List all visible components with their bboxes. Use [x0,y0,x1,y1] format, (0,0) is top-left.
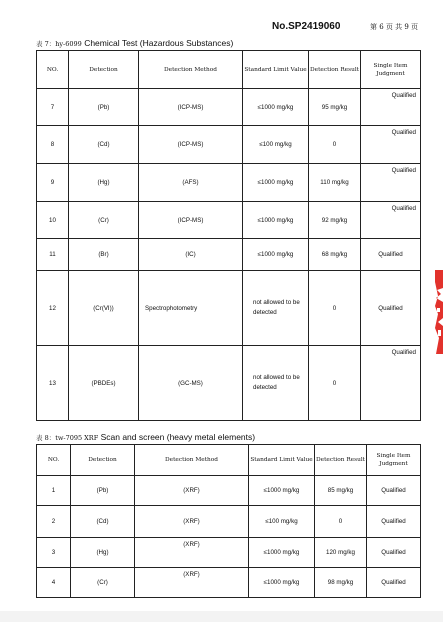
cell-limit: ≤1000 mg/kg [249,568,315,598]
table-row [37,89,421,126]
cell-no: 4 [37,568,71,598]
cell-method: (XRF) [135,506,249,538]
cell-detection: (Hg) [71,538,135,568]
cell-limit: ≤100 mg/kg [243,126,309,164]
table2-caption-title: Scan and screen (heavy metal elements) [100,432,256,442]
cell-detection: (Cr) [69,202,139,239]
cell-judgment: Qualified [367,568,421,598]
cell-judgment: Qualified [361,271,421,346]
table-row [37,202,421,239]
table2-header-row [37,445,421,476]
table1-caption-title: Chemical Test (Hazardous Substances) [84,38,234,48]
cell-judgment: Qualified [361,89,421,126]
cell-limit: ≤1000 mg/kg [243,89,309,126]
cell-result: 98 mg/kg [315,568,367,598]
cell-detection: (Cr(Ⅵ)) [69,271,139,346]
cell-judgment: Qualified [361,126,421,164]
cell-judgment: Qualified [361,164,421,202]
table2-caption-prefix: 表 8：tw-7095 XRF [36,434,99,442]
cell-judgment: Qualified [367,538,421,568]
cell-judgment: Qualified [367,476,421,506]
cell-limit: ≤1000 mg/kg [243,239,309,271]
cell-limit: ≤100 mg/kg [249,506,315,538]
cell-result: 0 [309,346,361,421]
cell-limit: ≤1000 mg/kg [249,538,315,568]
table2-header-no: NO. [37,445,71,476]
table-row [37,538,421,568]
table-row [37,271,421,346]
table2-header-limit: Standard Limit Value [249,445,315,476]
cell-result: 110 mg/kg [309,164,361,202]
table1-header-row [37,51,421,89]
table1-header-detection: Detection [69,51,139,89]
cell-limit: ≤1000 mg/kg [243,164,309,202]
cell-judgment: Qualified [367,506,421,538]
table2-caption [36,432,255,442]
cell-detection: (PBDEs) [69,346,139,421]
cell-method: (XRF) [135,538,249,568]
page-info: 第 6 页 共 9 页 [370,23,419,31]
cell-no: 8 [37,126,69,164]
table2-header-method: Detection Method [135,445,249,476]
cell-detection: (Hg) [69,164,139,202]
cell-judgment: Qualified [361,202,421,239]
table-row [37,126,421,164]
cell-result: 92 mg/kg [309,202,361,239]
cell-method: (XRF) [135,476,249,506]
cell-result: 0 [309,271,361,346]
table-row [37,346,421,421]
cell-result: 0 [309,126,361,164]
table-row [37,239,421,271]
cell-result: 85 mg/kg [315,476,367,506]
table1 [36,50,421,421]
table2 [36,444,421,598]
seal-stamp-icon [432,268,443,356]
report-number: No.SP2419060 [272,21,341,32]
cell-result: 95 mg/kg [309,89,361,126]
table1-header-result: Detection Result [309,51,361,89]
table1-header-judgment: Single Item Judgment [361,51,421,89]
cell-limit: ≤1000 mg/kg [249,476,315,506]
table1-caption-prefix: 表 7：hy-6099 [36,40,82,48]
cell-judgment: Qualified [361,346,421,421]
cell-method: (ICP-MS) [139,202,243,239]
cell-detection: (Cd) [71,506,135,538]
cell-detection: (Cr) [71,568,135,598]
cell-detection: (Br) [69,239,139,271]
cell-no: 3 [37,538,71,568]
cell-no: 2 [37,506,71,538]
cell-method: (XRF) [135,568,249,598]
cell-no: 1 [37,476,71,506]
cell-limit: ≤1000 mg/kg [243,202,309,239]
cell-limit: not allowed to be detected [243,346,309,421]
cell-detection: (Cd) [69,126,139,164]
cell-detection: (Pb) [71,476,135,506]
cell-no: 13 [37,346,69,421]
table1-header-limit: Standard Limit Value [243,51,309,89]
cell-method: (ICP-MS) [139,89,243,126]
cell-method: (AFS) [139,164,243,202]
cell-method: (IC) [139,239,243,271]
table-row [37,506,421,538]
cell-no: 11 [37,239,69,271]
cell-method: (ICP-MS) [139,126,243,164]
cell-detection: (Pb) [69,89,139,126]
cell-limit: not allowed to be detected [243,271,309,346]
table-row [37,568,421,598]
cell-judgment: Qualified [361,239,421,271]
table1-header-no: NO. [37,51,69,89]
table-row [37,164,421,202]
table2-header-judgment: Single Item Judgment [367,445,421,476]
cell-result: 68 mg/kg [309,239,361,271]
cell-result: 120 mg/kg [315,538,367,568]
cell-method: Spectrophotometry [139,271,243,346]
cell-no: 7 [37,89,69,126]
table2-header-detection: Detection [71,445,135,476]
cell-no: 12 [37,271,69,346]
table1-caption [36,38,233,48]
cell-no: 9 [37,164,69,202]
cell-method: (GC-MS) [139,346,243,421]
table-row [37,476,421,506]
page-bottom-edge [0,611,443,622]
cell-result: 0 [315,506,367,538]
table2-header-result: Detection Result [315,445,367,476]
cell-no: 10 [37,202,69,239]
table1-header-method: Detection Method [139,51,243,89]
